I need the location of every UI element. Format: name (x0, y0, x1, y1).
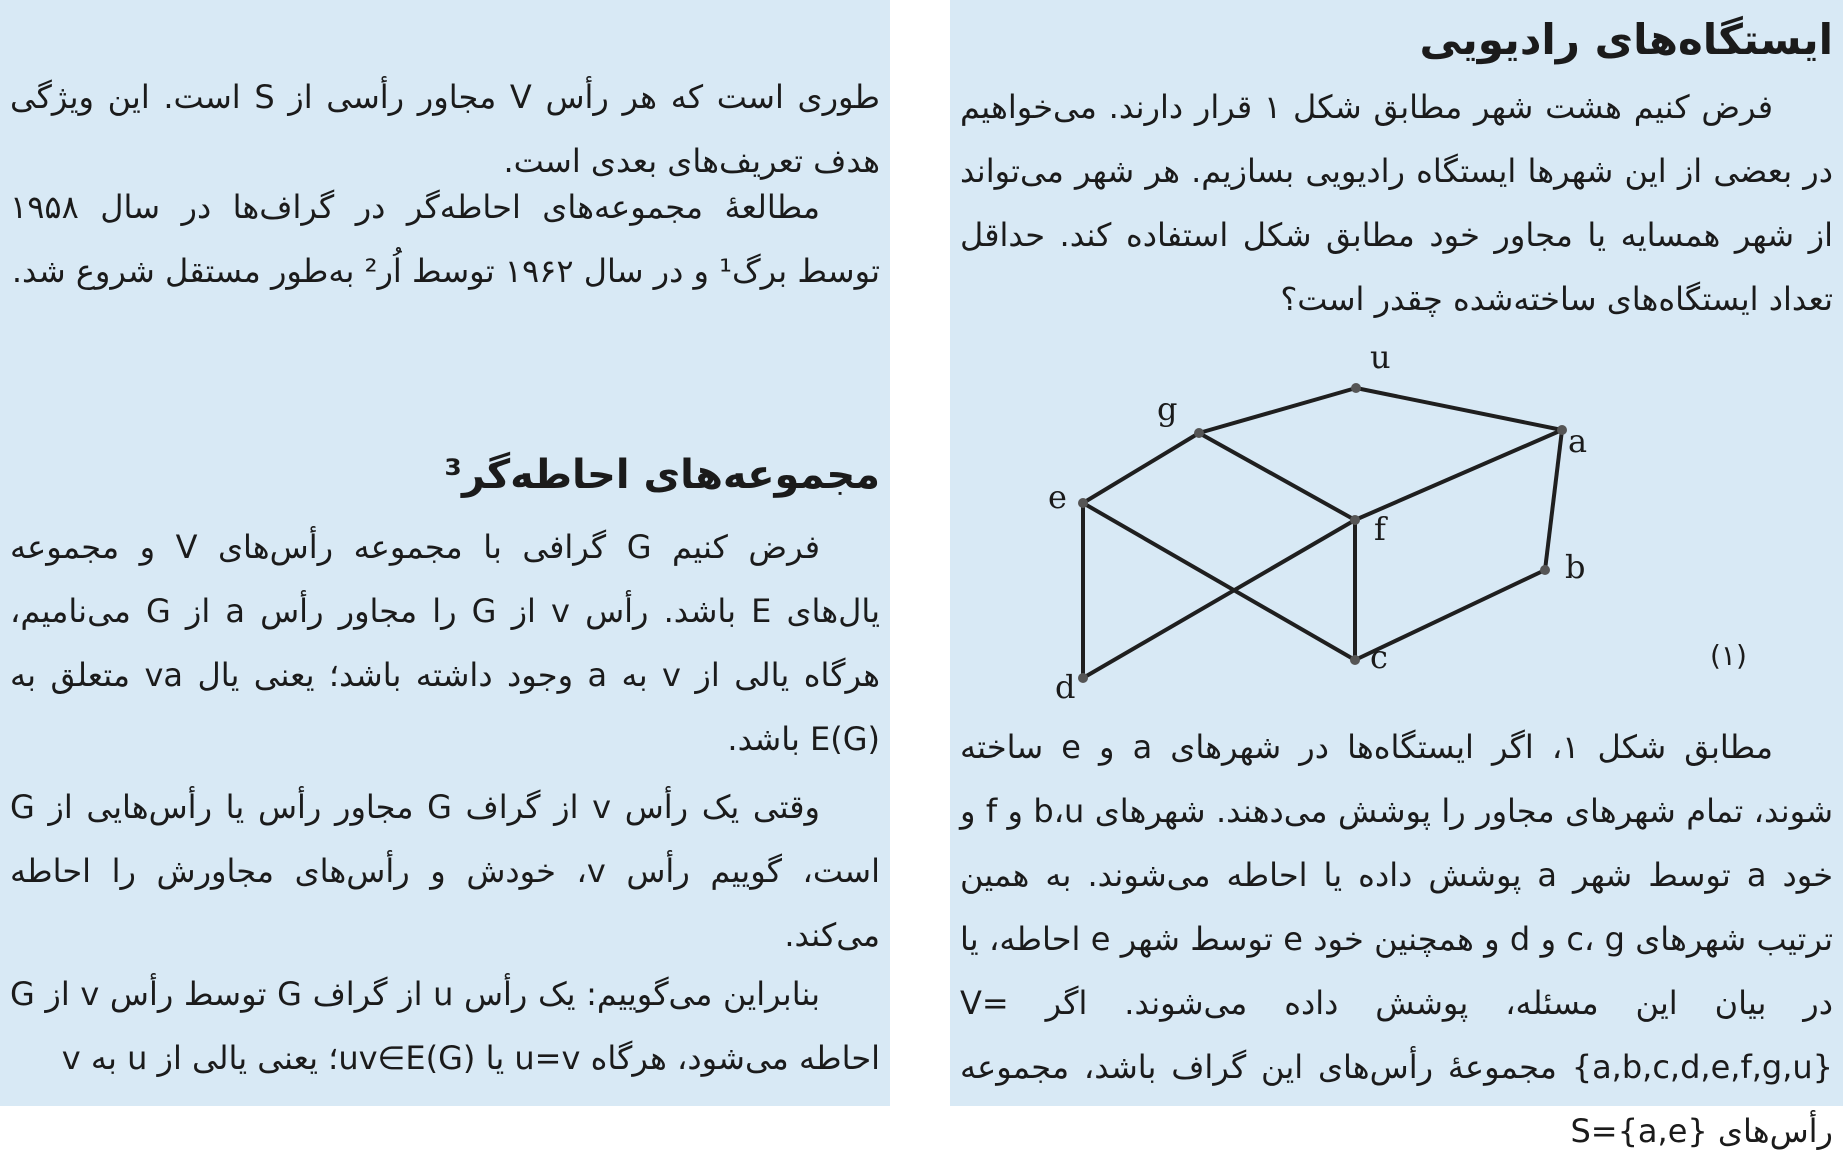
vertex-g (1194, 428, 1204, 438)
label-u: u (1370, 338, 1391, 376)
label-a: a (1568, 422, 1588, 460)
graph-labels (1048, 338, 1747, 706)
left-column (0, 0, 890, 1106)
intro-paragraph: فرض کنیم هشت شهر مطابق شکل ۱ قرار دارند. می‌خواهیم در بعضی از این شهرها ایستگاه رادیویی بسازیم. هر شهر می‌تواند از شهر همسایه یا مجاور خود مطابق شکل استفاده کند. حداقل تعداد ایستگاه‌های ساخته‌شده چقدر است؟ (960, 88, 1833, 318)
continuation-paragraph: طوری است که هر رأس V مجاور رأسی از S است. این ویژگی هدف تعریف‌های بعدی است. (10, 78, 881, 180)
vertex-b (1540, 565, 1550, 575)
edge-e-g (1083, 433, 1199, 503)
dominates-paragraph: وقتی یک رأس v از گراف G مجاور رأس یا رأس‌هایی از G است، گوییم رأس v، خودش و رأس‌های مجاورش را احاطه می‌کند. (10, 788, 881, 954)
explanation-paragraph: مطابق شکل ۱، اگر ایستگاه‌ها در شهرهای a و e ساخته شوند، تمام شهرهای مجاور را پوشش می‌دهند. شهرهای b،u و f و خود a توسط شهر a پوشش داده یا احاطه می‌شوند. به همین ترتیب شهرهای c، g و d و همچنین خود e توسط شهر e احاطه، یا در بیان این مسئله، پوشش داده می‌شوند. اگر V={a,b,c,d,e,f,g,u} مجموعهٔ رأس‌های این گراف باشد، مجموعه رأس‌های S={a,e} (960, 728, 1834, 1150)
label-g: g (1157, 390, 1178, 428)
vertex-c (1350, 655, 1360, 665)
graph-edges (1083, 388, 1562, 678)
label-b: b (1565, 548, 1586, 586)
edge-e-c (1083, 503, 1355, 660)
edge-g-f (1199, 433, 1355, 520)
label-f: f (1374, 510, 1386, 548)
label-c: c (1370, 638, 1388, 676)
history-paragraph: مطالعهٔ مجموعه‌های احاطه‌گر در گراف‌ها در سال ۱۹۵۸ توسط برگ¹ و در سال ۱۹۶۲ توسط اُر² به‌طور مستقل شروع شد. (10, 188, 880, 290)
label-d: d (1055, 668, 1076, 706)
edge-d-f (1083, 520, 1355, 678)
graph-figure (985, 330, 1843, 720)
vertex-a (1557, 425, 1567, 435)
therefore-paragraph: بنابراین می‌گوییم: یک رأس u از گراف G توسط رأس v از G احاطه می‌شود، هرگاه u=v یا uv∈E(G)؛ یعنی یالی از u به v (10, 975, 880, 1077)
edge-u-a (1356, 388, 1562, 430)
page-title: ایستگاه‌های رادیویی (1419, 15, 1833, 64)
edge-a-f (1355, 430, 1562, 520)
vertex-e (1078, 498, 1088, 508)
edge-a-b (1545, 430, 1562, 570)
section-title: مجموعه‌های احاطه‌گر³ (444, 452, 880, 498)
vertex-u (1351, 383, 1361, 393)
label-e: e (1048, 478, 1067, 516)
definition-paragraph: فرض کنیم G گرافی با مجموعه رأس‌های V و مجموعه یال‌های E باشد. رأس v از G را مجاور رأس a از G می‌نامیم، هرگاه یالی از v به a وجود داشته باشد؛ یعنی یال va متعلق به E(G) باشد. (10, 528, 881, 758)
graph-svg (985, 330, 1843, 720)
figure-caption: (۱) (1710, 639, 1747, 672)
vertex-d (1078, 673, 1088, 683)
edge-g-u (1199, 388, 1356, 433)
vertex-f (1350, 515, 1360, 525)
